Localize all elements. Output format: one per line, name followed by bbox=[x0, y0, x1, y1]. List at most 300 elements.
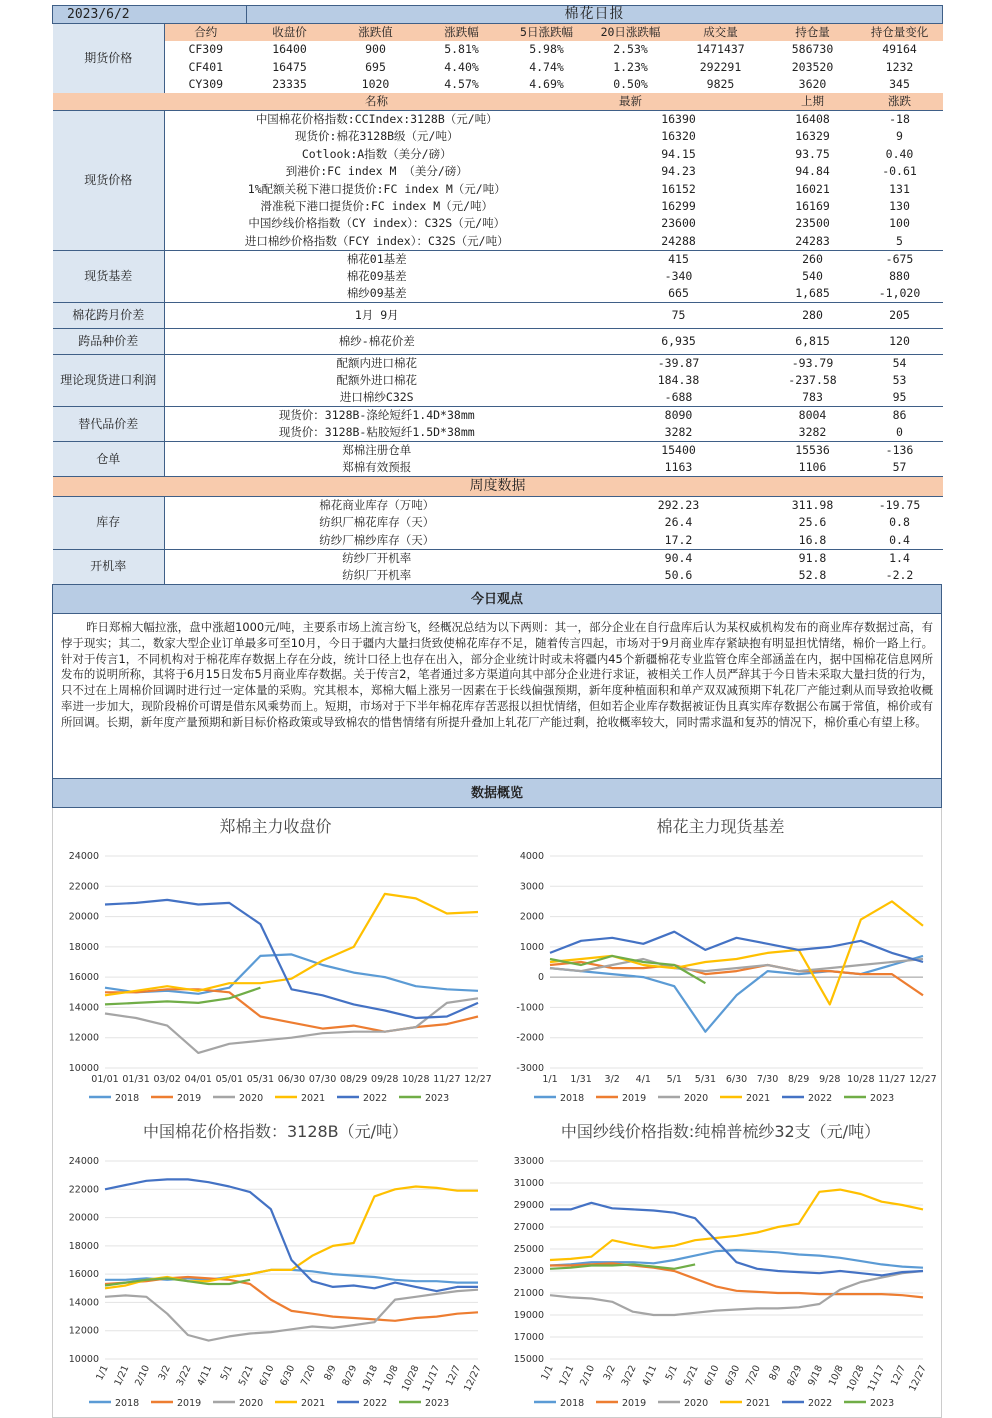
x-tick-label: 3/2 bbox=[156, 1363, 173, 1383]
x-tick-label: 5/1 bbox=[218, 1363, 236, 1383]
table-row bbox=[53, 424, 943, 442]
x-tick-label: 3/2 bbox=[601, 1363, 618, 1383]
x-tick-label: 8/9 bbox=[767, 1363, 784, 1383]
x-tick-label: 7/20 bbox=[298, 1363, 318, 1388]
x-tick-label: 6/10 bbox=[702, 1363, 722, 1388]
overview-title: 数据概览 bbox=[52, 778, 942, 808]
x-tick-label: 11/17 bbox=[420, 1363, 443, 1394]
value-prev: 25.6 bbox=[798, 515, 827, 530]
series-line-2019 bbox=[105, 989, 478, 1031]
legend-label: 2020 bbox=[239, 1398, 264, 1410]
x-tick-label: 09/28 bbox=[371, 1074, 399, 1086]
y-tick-label: 25000 bbox=[513, 1244, 544, 1256]
table-row bbox=[53, 372, 943, 389]
x-tick-label: 7/20 bbox=[743, 1363, 763, 1388]
value-latest: 1163 bbox=[664, 460, 693, 475]
value-prev: 94.84 bbox=[795, 164, 830, 179]
value-latest: 50.6 bbox=[664, 567, 693, 582]
item-name: 棉花商业库存（万吨） bbox=[165, 497, 589, 515]
table-cell: 203520 bbox=[791, 59, 834, 74]
table-row bbox=[53, 567, 943, 584]
series-line-2019 bbox=[105, 1277, 478, 1321]
x-tick-label: 8/29 bbox=[785, 1363, 805, 1388]
value-change: 5 bbox=[896, 233, 903, 248]
table-cell: 1020 bbox=[361, 76, 390, 91]
legend-label: 2023 bbox=[425, 1093, 450, 1105]
category-label: 棉花跨月价差 bbox=[53, 302, 165, 328]
column-header: 涨跌幅 bbox=[419, 24, 505, 42]
table-cell: 4.69% bbox=[529, 76, 564, 91]
legend-label: 2021 bbox=[746, 1398, 771, 1410]
category-label: 跨品种价差 bbox=[53, 328, 165, 354]
column-header: 5日涨跌幅 bbox=[505, 24, 589, 42]
x-tick-label: 1/1 bbox=[539, 1363, 556, 1383]
table-cell: 3620 bbox=[798, 76, 827, 91]
table-row bbox=[53, 128, 943, 145]
legend-label: 2019 bbox=[622, 1398, 647, 1410]
x-tick-label: 4/11 bbox=[195, 1363, 215, 1388]
chart-panel-cotton-index bbox=[53, 1113, 498, 1418]
table-row bbox=[53, 146, 943, 163]
value-change: 130 bbox=[889, 198, 910, 213]
x-tick-label: 5/1 bbox=[663, 1363, 681, 1383]
y-tick-label: 17000 bbox=[513, 1332, 544, 1344]
value-change: 9 bbox=[896, 129, 903, 144]
x-tick-label: 10/28 bbox=[845, 1363, 867, 1394]
x-tick-label: 1/21 bbox=[557, 1363, 577, 1388]
x-tick-label: 10/8 bbox=[826, 1363, 846, 1388]
category-label: 期货价格 bbox=[53, 24, 165, 94]
value-prev: 15536 bbox=[769, 442, 857, 460]
legend-label: 2022 bbox=[808, 1398, 833, 1410]
value-prev: 93.75 bbox=[795, 146, 830, 161]
column-header: 20日涨跌幅 bbox=[589, 24, 673, 42]
table-cell: 4.40% bbox=[444, 59, 479, 74]
value-latest: 75 bbox=[589, 302, 769, 328]
futures-row bbox=[53, 76, 943, 93]
table-row bbox=[53, 302, 943, 328]
value-latest: 24288 bbox=[661, 233, 696, 248]
y-tick-label: 18000 bbox=[68, 941, 99, 953]
y-tick-label: 19000 bbox=[513, 1310, 544, 1322]
x-tick-label: 11/27 bbox=[433, 1074, 461, 1086]
value-latest: 16152 bbox=[661, 181, 696, 196]
y-tick-label: 23000 bbox=[513, 1266, 544, 1278]
x-tick-label: 6/30 bbox=[278, 1363, 298, 1388]
y-tick-label: -1000 bbox=[516, 1002, 544, 1014]
item-name: 郑棉有效预报 bbox=[342, 460, 412, 475]
category-label: 现货基差 bbox=[53, 250, 165, 302]
chart-yarn-index bbox=[498, 1113, 943, 1418]
item-name: 到港价:FC index M （美分/磅） bbox=[285, 164, 468, 179]
value-latest: 8090 bbox=[589, 407, 769, 425]
table-cell: CF309 bbox=[188, 42, 224, 57]
item-name: 进口棉纱C32S bbox=[339, 390, 414, 405]
y-tick-label: 20000 bbox=[68, 1212, 99, 1224]
x-tick-label: 08/29 bbox=[339, 1074, 368, 1086]
y-tick-label: 18000 bbox=[68, 1240, 99, 1252]
table-row bbox=[53, 328, 943, 354]
series-line-2021 bbox=[105, 1187, 478, 1289]
futures-row bbox=[53, 58, 943, 75]
table-row bbox=[53, 268, 943, 285]
value-prev: 23500 bbox=[795, 216, 830, 231]
legend-label: 2019 bbox=[177, 1398, 202, 1410]
legend-label: 2021 bbox=[746, 1093, 771, 1105]
weekly-header-row bbox=[53, 477, 943, 497]
x-tick-label: 8/9 bbox=[322, 1363, 339, 1383]
value-change: 120 bbox=[857, 328, 943, 354]
value-prev: 540 bbox=[802, 268, 823, 283]
value-change: 54 bbox=[857, 354, 943, 372]
x-tick-label: 12/27 bbox=[907, 1363, 929, 1394]
value-latest: 184.38 bbox=[657, 373, 700, 388]
x-tick-label: 8/29 bbox=[787, 1074, 810, 1086]
x-tick-label: 12/27 bbox=[462, 1363, 484, 1394]
x-tick-label: 6/10 bbox=[257, 1363, 277, 1388]
chart-panel-yarn-index bbox=[498, 1113, 943, 1418]
column-header: 涨跌 bbox=[857, 93, 943, 111]
x-tick-label: 10/28 bbox=[402, 1074, 430, 1086]
legend-label: 2021 bbox=[301, 1093, 326, 1105]
futures-header-row bbox=[53, 24, 943, 42]
value-latest: -39.87 bbox=[589, 354, 769, 372]
opinion-text: 昨日郑棉大幅拉涨，盘中涨超1000元/吨，主要系市场上流言纷飞，经概况总结为以下两则：其一，部分企业在自行盘库后认为某权威机构发布的商业库存数据过高，有悖于现实；其二，数家大型企业订单最多可至10月，今日于疆内大量扫货致使棉花库存不足，随着传言四起，市场对于9月商业库存紧缺抱有明显担忧情绪，棉价一路上行。针对于传言1，不同机构对于棉花库存数据上存在分歧，统计口径上也存在出入，部分企业统计时或未将疆内45个新疆棉花专业监管仓库全部涵盖在内，据中国棉花信息网所发布的说明所称，其将于6月15日发布5月商业库存数据。关于传言2，笔者通过多方渠道向其中部分企业进行求证，被相关工作人员严辞其于今日皆未采取大量扫货的行为，只不过在上周棉价回调时进行过一定体量的采购。究其根本，郑棉大幅上涨另一因素在于长线偏强预期，新年度种植面积和单产双双减预期下轧花厂产能过剩从而导致抢收概率进一步加大，现阶段棉价可谓是借东风乘势而上。短期，市场对于下半年棉花库存苦恶报以担忧情绪，但如若企业库存数据被证伪且真实库存数据公布属于常值，棉价或有所回调。长期，新年度产量预期和新目标价格政策或导致棉农的惜售情绪有所提升叠加上轧花厂产能过剩，抢收概率较大，同时需求温和复苏的情况下，棉价重心有望上移。 bbox=[52, 614, 942, 778]
column-header: 涨跌值 bbox=[333, 24, 419, 42]
value-latest: 6,935 bbox=[589, 328, 769, 354]
value-change: -19.75 bbox=[857, 497, 943, 515]
item-name: 纺纱厂开机率 bbox=[165, 549, 589, 567]
table-row bbox=[53, 407, 943, 425]
value-prev: 16021 bbox=[795, 181, 830, 196]
value-prev: -237.58 bbox=[788, 373, 837, 388]
report-title: 棉花日报 bbox=[247, 6, 943, 24]
table-cell: 16400 bbox=[272, 42, 307, 57]
value-change: 0.40 bbox=[885, 146, 914, 161]
y-tick-label: 22000 bbox=[68, 881, 99, 893]
item-name: Cotlook:A指数（美分/磅） bbox=[301, 146, 452, 161]
item-name: 棉纱-棉花价差 bbox=[165, 328, 589, 354]
y-tick-label: 29000 bbox=[513, 1200, 544, 1212]
value-prev: 16169 bbox=[795, 198, 830, 213]
table-row bbox=[53, 163, 943, 180]
value-latest: 90.4 bbox=[589, 549, 769, 567]
column-header: 收盘价 bbox=[247, 24, 333, 42]
table-row bbox=[53, 250, 943, 268]
value-change: -1,020 bbox=[878, 285, 921, 300]
table-row bbox=[53, 354, 943, 372]
table-cell: 4.57% bbox=[444, 76, 479, 91]
y-tick-label: 0 bbox=[537, 972, 544, 984]
x-tick-label: 3/2 bbox=[604, 1074, 620, 1086]
series-line-2022 bbox=[105, 900, 478, 1018]
y-tick-label: 14000 bbox=[68, 1002, 99, 1014]
value-change: 205 bbox=[857, 302, 943, 328]
x-tick-label: 9/18 bbox=[361, 1363, 381, 1388]
x-tick-label: 01/01 bbox=[91, 1074, 119, 1086]
column-header: 持仓量 bbox=[769, 24, 857, 42]
x-tick-label: 1/1 bbox=[542, 1074, 558, 1086]
value-change: 57 bbox=[892, 460, 907, 475]
category-label: 库存 bbox=[53, 497, 165, 549]
value-prev: 16329 bbox=[795, 129, 830, 144]
value-change: 100 bbox=[889, 216, 910, 231]
legend-label: 2023 bbox=[870, 1398, 895, 1410]
value-change: -0.61 bbox=[882, 164, 917, 179]
value-latest: 665 bbox=[668, 285, 689, 300]
chart-title: 棉花主力现货基差 bbox=[656, 817, 785, 837]
y-tick-label: 10000 bbox=[68, 1354, 99, 1366]
table-cell: 292291 bbox=[699, 59, 742, 74]
x-tick-label: 12/7 bbox=[889, 1363, 908, 1388]
report-date: 2023/6/2 bbox=[53, 6, 247, 24]
legend-label: 2020 bbox=[684, 1093, 709, 1105]
category-label: 开机率 bbox=[53, 549, 165, 584]
table-cell: 0.50% bbox=[613, 76, 648, 91]
table-row bbox=[53, 549, 943, 567]
table-cell: CF401 bbox=[188, 59, 224, 74]
table-row bbox=[53, 459, 943, 477]
value-latest: -688 bbox=[664, 390, 693, 405]
x-tick-label: 1/21 bbox=[112, 1363, 132, 1388]
table-cell: 1.23% bbox=[613, 59, 648, 74]
item-name: 棉花09基差 bbox=[346, 268, 407, 283]
x-tick-label: 1/31 bbox=[570, 1074, 592, 1086]
item-name: 纺织厂棉花库存（天） bbox=[319, 515, 435, 530]
value-latest: 3282 bbox=[664, 425, 693, 440]
x-tick-label: 5/31 bbox=[694, 1074, 717, 1086]
column-header: 最新 bbox=[589, 93, 673, 111]
item-name: 1月 9月 bbox=[165, 302, 589, 328]
item-name: 滑准税下港口提货价:FC index M（元/吨） bbox=[260, 198, 494, 213]
value-prev: 3282 bbox=[798, 425, 827, 440]
value-prev: 16.8 bbox=[798, 532, 827, 547]
column-header: 持仓量变化 bbox=[857, 24, 943, 42]
x-tick-label: 6/30 bbox=[723, 1363, 743, 1388]
y-tick-label: 14000 bbox=[68, 1297, 99, 1309]
table-cell: 4.74% bbox=[529, 59, 564, 74]
legend-label: 2023 bbox=[425, 1398, 450, 1410]
y-tick-label: 12000 bbox=[68, 1325, 99, 1337]
value-prev: 24283 bbox=[795, 233, 830, 248]
value-change: 0.8 bbox=[889, 515, 910, 530]
legend-label: 2020 bbox=[239, 1093, 264, 1105]
x-tick-label: 4/1 bbox=[635, 1074, 651, 1086]
item-name: 纺纱厂棉纱库存（天） bbox=[319, 532, 435, 547]
legend-label: 2022 bbox=[363, 1093, 388, 1105]
value-latest: -340 bbox=[664, 268, 693, 283]
x-tick-label: 5/21 bbox=[681, 1363, 701, 1388]
x-tick-label: 2/10 bbox=[578, 1363, 598, 1388]
chart-cotton-index bbox=[53, 1113, 498, 1418]
table-cell: 9825 bbox=[706, 76, 735, 91]
y-tick-label: 24000 bbox=[68, 851, 99, 863]
x-tick-label: 12/27 bbox=[909, 1074, 937, 1086]
item-name: 进口棉纱价格指数（FCY index）：C32S（元/吨） bbox=[244, 233, 509, 248]
value-prev: 52.8 bbox=[798, 567, 827, 582]
value-latest: 16320 bbox=[661, 129, 696, 144]
table-cell: 345 bbox=[889, 76, 910, 91]
x-tick-label: 10/28 bbox=[400, 1363, 422, 1394]
x-tick-label: 4/11 bbox=[640, 1363, 660, 1388]
value-change: 95 bbox=[892, 390, 907, 405]
x-tick-label: 05/01 bbox=[215, 1074, 244, 1086]
table-row bbox=[53, 215, 943, 232]
table-cell bbox=[53, 93, 165, 111]
table-cell: 49164 bbox=[882, 42, 917, 57]
futures-row bbox=[53, 41, 943, 58]
y-tick-label: 3000 bbox=[519, 881, 544, 893]
x-tick-label: 12/27 bbox=[464, 1074, 492, 1086]
value-change: 131 bbox=[889, 181, 910, 196]
y-tick-label: 22000 bbox=[68, 1184, 99, 1196]
legend-label: 2022 bbox=[363, 1398, 388, 1410]
series-line-2020 bbox=[105, 1290, 478, 1341]
value-latest: 94.15 bbox=[661, 146, 696, 161]
table-row bbox=[53, 442, 943, 460]
y-tick-label: -3000 bbox=[516, 1063, 544, 1075]
value-prev: 16408 bbox=[769, 111, 857, 129]
item-name: 棉花01基差 bbox=[165, 250, 589, 268]
x-tick-label: 10/28 bbox=[847, 1074, 875, 1086]
y-tick-label: 27000 bbox=[513, 1222, 544, 1234]
table-cell: 23335 bbox=[272, 76, 307, 91]
legend-label: 2022 bbox=[808, 1093, 833, 1105]
y-tick-label: 12000 bbox=[68, 1032, 99, 1044]
value-change: -675 bbox=[857, 250, 943, 268]
value-prev: 1106 bbox=[798, 460, 827, 475]
y-tick-label: 24000 bbox=[68, 1156, 99, 1168]
item-name: 中国纱线价格指数（CY index）：C32S（元/吨） bbox=[248, 216, 506, 231]
y-tick-label: 21000 bbox=[513, 1288, 544, 1300]
table-cell: 1471437 bbox=[696, 42, 745, 57]
table-row bbox=[53, 497, 943, 515]
y-tick-label: 10000 bbox=[68, 1063, 99, 1075]
x-tick-label: 1/1 bbox=[94, 1363, 111, 1383]
value-latest: 17.2 bbox=[664, 532, 693, 547]
item-name: 纺织厂开机率 bbox=[342, 567, 412, 582]
table-row bbox=[53, 233, 943, 251]
series-line-2021 bbox=[105, 894, 478, 995]
x-tick-label: 11/17 bbox=[865, 1363, 888, 1394]
legend-label: 2019 bbox=[622, 1093, 647, 1105]
y-tick-label: 33000 bbox=[513, 1156, 544, 1168]
category-label: 现货价格 bbox=[53, 111, 165, 250]
x-tick-label: 04/01 bbox=[184, 1074, 212, 1086]
legend-label: 2018 bbox=[115, 1398, 140, 1410]
value-prev: 311.98 bbox=[769, 497, 857, 515]
y-tick-label: 1000 bbox=[519, 941, 544, 953]
weekly-title: 周度数据 bbox=[53, 477, 943, 497]
category-label: 仓单 bbox=[53, 442, 165, 477]
value-latest: 15400 bbox=[589, 442, 769, 460]
category-label: 理论现货进口利润 bbox=[53, 354, 165, 406]
legend-label: 2018 bbox=[560, 1398, 585, 1410]
category-label: 替代品价差 bbox=[53, 407, 165, 442]
table-cell: 5.81% bbox=[444, 42, 479, 57]
y-tick-label: 20000 bbox=[68, 911, 99, 923]
item-name: 郑棉注册仓单 bbox=[165, 442, 589, 460]
value-prev: 8004 bbox=[769, 407, 857, 425]
spot-header-row bbox=[53, 93, 943, 111]
x-tick-label: 06/30 bbox=[277, 1074, 306, 1086]
column-header: 成交量 bbox=[673, 24, 769, 42]
value-latest: 26.4 bbox=[664, 515, 693, 530]
item-name: 现货价：3128B-涤纶短纤1.4D*38mm bbox=[165, 407, 589, 425]
x-tick-label: 03/02 bbox=[153, 1074, 181, 1086]
x-tick-label: 3/22 bbox=[174, 1363, 194, 1388]
item-name: 1%配额关税下港口提货价:FC index M（元/吨） bbox=[247, 181, 506, 196]
value-change: 880 bbox=[889, 268, 910, 283]
chart-panel-basis bbox=[498, 808, 943, 1113]
value-prev: 6,815 bbox=[769, 328, 857, 354]
legend-label: 2020 bbox=[684, 1398, 709, 1410]
table-cell: 2.53% bbox=[613, 42, 648, 57]
x-tick-label: 2/10 bbox=[133, 1363, 153, 1388]
value-prev: 260 bbox=[769, 250, 857, 268]
x-tick-label: 8/29 bbox=[340, 1363, 360, 1388]
chart-futures-close bbox=[53, 808, 498, 1113]
table-cell bbox=[673, 93, 769, 111]
x-tick-label: 9/28 bbox=[819, 1074, 841, 1086]
table-row bbox=[53, 180, 943, 197]
item-name: 配额外进口棉花 bbox=[336, 373, 417, 388]
item-name: 中国棉花价格指数:CCIndex:3128B（元/吨） bbox=[165, 111, 589, 129]
legend-label: 2018 bbox=[560, 1093, 585, 1105]
item-name: 现货价:棉花3128B级（元/吨） bbox=[295, 129, 459, 144]
value-latest: 415 bbox=[589, 250, 769, 268]
series-line-2020 bbox=[550, 959, 923, 971]
value-change: 0 bbox=[896, 425, 903, 440]
charts-area bbox=[52, 808, 942, 1418]
item-name: 配额内进口棉花 bbox=[165, 354, 589, 372]
x-tick-label: 6/30 bbox=[725, 1074, 748, 1086]
x-tick-label: 10/8 bbox=[381, 1363, 401, 1388]
x-tick-label: 01/31 bbox=[122, 1074, 150, 1086]
table-row bbox=[53, 198, 943, 215]
chart-title: 中国纱线价格指数:纯棉普梳纱32支（元/吨） bbox=[560, 1122, 881, 1142]
value-latest: 94.23 bbox=[661, 164, 696, 179]
x-tick-label: 05/31 bbox=[246, 1074, 275, 1086]
value-change: -136 bbox=[857, 442, 943, 460]
x-tick-label: 12/7 bbox=[444, 1363, 463, 1388]
y-tick-label: -2000 bbox=[516, 1032, 544, 1044]
legend-label: 2021 bbox=[301, 1398, 326, 1410]
table-cell: 586730 bbox=[791, 42, 834, 57]
x-tick-label: 3/22 bbox=[619, 1363, 639, 1388]
item-name: 现货价：3128B-粘胶短纤1.5D*38mm bbox=[278, 425, 475, 440]
column-header: 上期 bbox=[769, 93, 857, 111]
value-change: 0.4 bbox=[889, 532, 910, 547]
x-tick-label: 7/30 bbox=[756, 1074, 779, 1086]
report-sheet bbox=[52, 5, 942, 1418]
chart-title: 中国棉花价格指数：3128B（元/吨） bbox=[142, 1122, 409, 1142]
data-table bbox=[52, 5, 943, 584]
y-tick-label: 16000 bbox=[68, 1269, 99, 1281]
value-latest: 23600 bbox=[661, 216, 696, 231]
x-tick-label: 9/18 bbox=[806, 1363, 826, 1388]
value-prev: -93.79 bbox=[769, 354, 857, 372]
series-line-2018 bbox=[105, 1270, 478, 1283]
header-row bbox=[53, 6, 943, 24]
column-header: 合约 bbox=[165, 24, 247, 42]
table-cell: 16475 bbox=[272, 59, 307, 74]
value-prev: 783 bbox=[802, 390, 823, 405]
value-latest: 16299 bbox=[661, 198, 696, 213]
x-tick-label: 5/1 bbox=[666, 1074, 682, 1086]
chart-basis bbox=[498, 808, 943, 1113]
legend-label: 2019 bbox=[177, 1093, 202, 1105]
